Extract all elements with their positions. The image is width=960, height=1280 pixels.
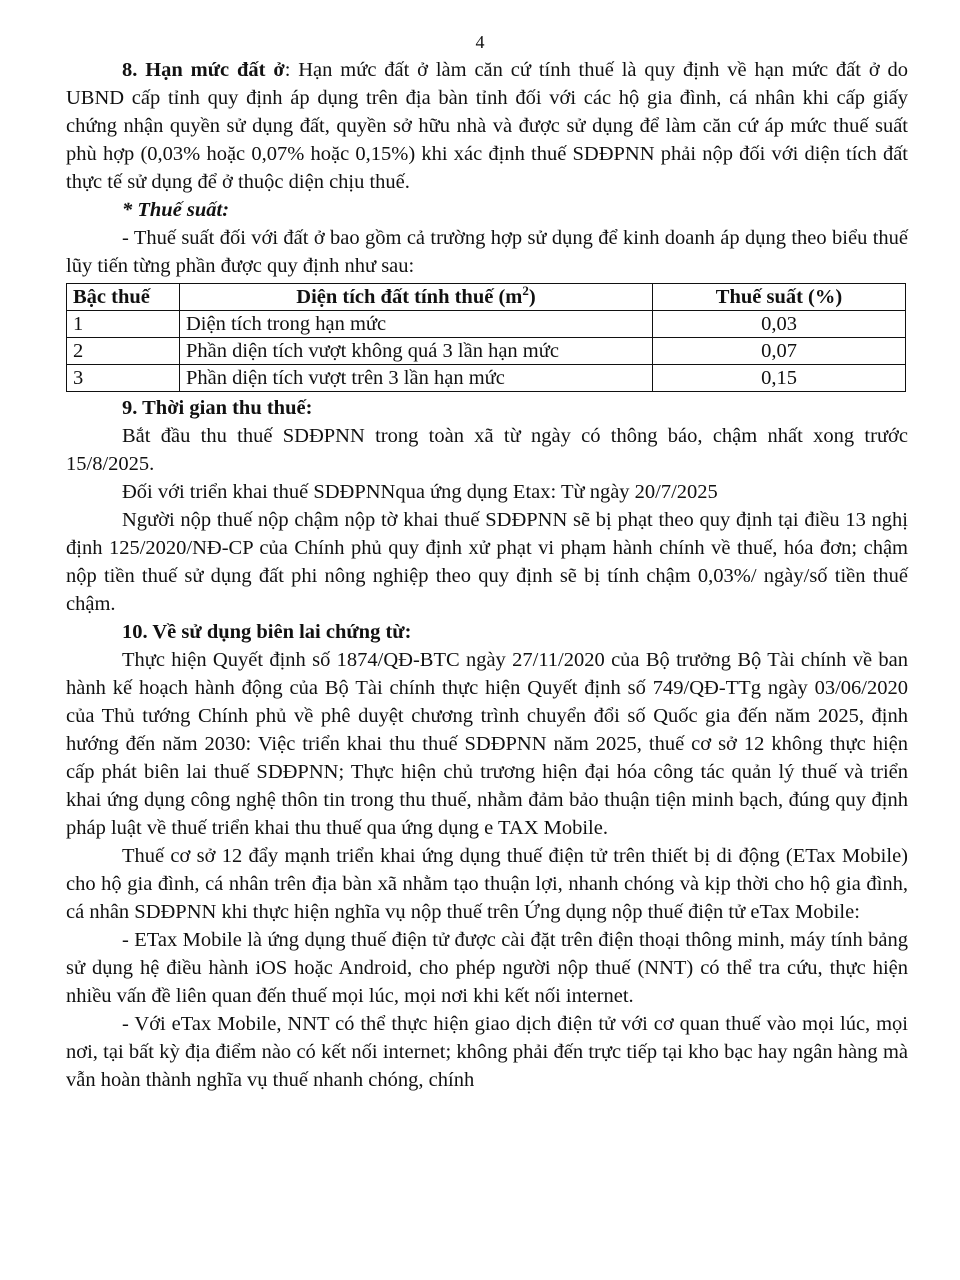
document-body — [66, 56, 908, 1094]
section-9-paragraph-2: Đối với triển khai thuế SDĐPNNqua ứng dụng Etax: Từ ngày 20/7/2025 — [122, 481, 718, 503]
cell-rate: 0,07 — [653, 338, 906, 365]
section-8-heading: 8. Hạn mức đất ở — [122, 59, 285, 81]
table-row — [67, 311, 906, 338]
cell-bracket: 3 — [67, 365, 180, 392]
section-10-paragraph-1: Thực hiện Quyết định số 1874/QĐ-BTC ngày 27/11/2020 của Bộ trưởng Bộ Tài chính về ban hành kế hoạch hành động của Bộ Tài chính thực hiện Quyết định số 749/QĐ-TTg ngày 03/06/2020 của Thủ tướng Chính phủ về phê duyệt chương trình chuyển đổi số Quốc gia đến năm 2025, định hướng đến năm 2030: Việc triển khai thu thuế SDĐPNN năm 2025, thuế cơ sở 12 không thực hiện cấp phát biên lai thuế SDĐPNN; Thực hiện chủ trương hiện đại hóa công tác quản lý thuế và triển khai ứng dụng công nghệ thôn tin trong thu thuế, nhằm đảm bảo thuận tiện minh bạch, đúng quy định pháp luật về thuế triển khai thu thuế qua ứng dụng e TAX Mobile. — [66, 649, 908, 839]
cell-rate: 0,15 — [653, 365, 906, 392]
header-rate: Thuế suất (%) — [653, 284, 906, 311]
table-row — [67, 365, 906, 392]
rate-heading-line — [66, 196, 908, 224]
section-10-paragraph-4: - Với eTax Mobile, NNT có thể thực hiện giao dịch điện tử với cơ quan thuế vào mọi lúc, mọi nơi, tại bất kỳ địa điểm nào có kết nối internet; không phải đến trực tiếp tại kho bạc hay ngân hàng mà vẫn hoàn thành nghĩa vụ thuế nhanh chóng, chính — [66, 1013, 908, 1091]
cell-rate: 0,03 — [653, 311, 906, 338]
cell-area: Phần diện tích vượt trên 3 lần hạn mức — [180, 365, 653, 392]
section-8-text: : Hạn mức đất ở làm căn cứ tính thuế là quy định về hạn mức đất ở do UBND cấp tỉnh quy định áp dụng trên địa bàn tỉnh đối với các hộ gia đình, cá nhân khi cấp giấy chứng nhận quyền sử dụng đất, quyền sở hữu nhà và được sử dụng để làm căn cứ áp mức thuế suất phù hợp (0,03% hoặc 0,07% hoặc 0,15%) khi xác định thuế SDĐPNN phải nộp đối với diện tích đất thực tế sử dụng để ở thuộc diện chịu thuế. — [66, 59, 909, 193]
rate-heading: * Thuế suất: — [122, 199, 230, 221]
tax-rate-table — [66, 283, 906, 392]
cell-bracket: 2 — [67, 338, 180, 365]
section-9-heading: 9. Thời gian thu thuế: — [122, 397, 313, 419]
cell-area: Phần diện tích vượt không quá 3 lần hạn mức — [180, 338, 653, 365]
section-9-paragraph-1: Bắt đầu thu thuế SDĐPNN trong toàn xã từ ngày có thông báo, chậm nhất xong trước 15/8/2025. — [66, 425, 908, 475]
table-row — [67, 338, 906, 365]
cell-bracket: 1 — [67, 311, 180, 338]
page-number: 4 — [475, 32, 485, 52]
cell-area: Diện tích trong hạn mức — [180, 311, 653, 338]
table-header-row — [67, 284, 906, 311]
section-10-paragraph-2: Thuế cơ sở 12 đẩy mạnh triển khai ứng dụng thuế điện tử trên thiết bị di động (ETax Mobile) cho hộ gia đình, cá nhân trên địa bàn xã nhằm tạo thuận lợi, nhanh chóng và kịp thời cho hộ gia đình, cá nhân SDĐPNN khi thực hiện nghĩa vụ nộp thuế trên Ứng dụng nộp thuế điện tử eTax Mobile: — [66, 845, 908, 923]
section-8-paragraph — [66, 56, 908, 196]
rate-intro: - Thuế suất đối với đất ở bao gồm cả trường hợp sử dụng để kinh doanh áp dụng theo biểu thuế lũy tiến từng phần được quy định như sau: — [66, 227, 908, 277]
section-9-paragraph-3: Người nộp thuế nộp chậm nộp tờ khai thuế SDĐPNN sẽ bị phạt theo quy định tại điều 13 nghị định 125/2020/NĐ-CP của Chính phủ quy định xử phạt vi phạm hành chính về thuế, hóa đơn; chậm nộp tiền thuế sử dụng đất phi nông nghiệp theo quy định sẽ bị tính chậm 0,03%/ ngày/số tiền thuế chậm. — [66, 509, 908, 615]
header-bracket: Bậc thuế — [67, 284, 180, 311]
section-10-heading: 10. Về sử dụng biên lai chứng từ: — [122, 621, 412, 643]
section-10-paragraph-3: - ETax Mobile là ứng dụng thuế điện tử được cài đặt trên điện thoại thông minh, máy tính bảng sử dụng hệ điều hành iOS hoặc Android, cho phép người nộp thuế (NNT) có thể tra cứu, thực hiện nhiều vấn đề liên quan đến thuế mọi lúc, mọi nơi khi kết nối internet. — [66, 929, 908, 1007]
header-area: Diện tích đất tính thuế $(m^2)$ — [180, 284, 653, 311]
